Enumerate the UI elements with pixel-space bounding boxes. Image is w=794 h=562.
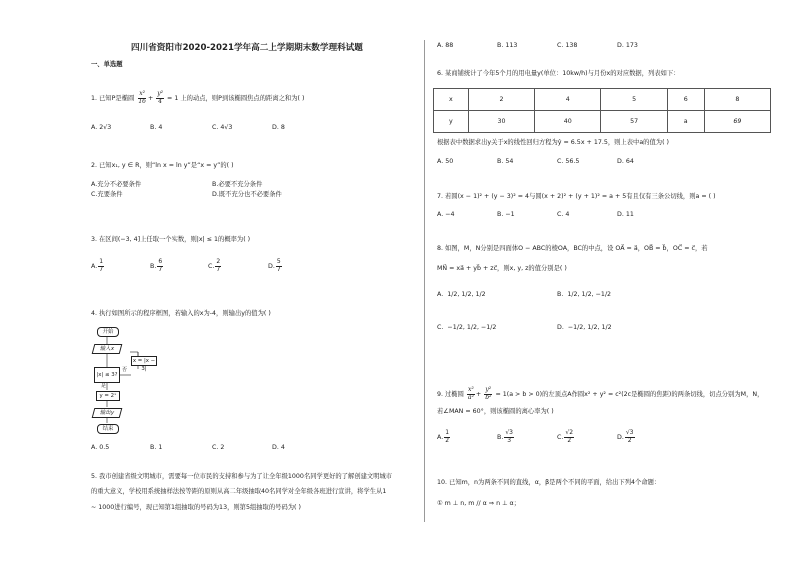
table-cell: 6 [667,89,704,111]
q1-fraction-y: $\frac{\text{y²}}{4}$ [157,90,164,105]
q9-option-d[interactable]: D. $\frac{√3}{2}$ [617,429,634,444]
question-6-line2: 根据表中数据求出y关于x的线性回归方程为ŷ = 6.5x + 17.5，则上表中a的值为( ) [437,139,669,146]
q1-option-b[interactable]: B. 4 [150,124,163,131]
q5-option-a[interactable]: A. 88 [437,42,454,49]
q7-option-d[interactable]: D. 11 [617,211,634,218]
table-cell: 30 [468,111,534,133]
table-cell: 40 [535,111,601,133]
page-title: 四川省资阳市2020-2021学年高二上学期期末数学理科试题 [131,43,363,53]
q1-option-c[interactable]: C. 4√3 [212,124,233,131]
question-9-line2: 若∠MAN = 60°，则该椭圆的离心率为( ) [437,408,554,415]
table-cell: 2 [468,89,534,111]
question-8-line2: MN⃗ = xa⃗ + yb⃗ + zc⃗，则x, y, z的值分别是( ) [437,265,567,272]
q8-option-a[interactable]: A. 1/2, 1/2, 1/2 [437,291,486,298]
q3-option-b[interactable]: B. $\frac{6}{7}$ [150,258,163,273]
q9-option-a[interactable]: A. $\frac{1}{2}$ [437,429,450,444]
flowchart-assign: x = |x − 3| [132,358,156,372]
q4-option-c[interactable]: C. 2 [212,444,225,451]
question-5-line3: ~ 1000进行编号，现已知第1组抽取的号码为13，则第5组抽取的号码为( ) [91,504,301,511]
table-row [434,111,771,133]
q6-option-c[interactable]: C. 56.5 [557,158,580,165]
q9-option-b[interactable]: B. $\frac{√3}{3}$ [497,429,513,444]
q7-option-a[interactable]: A. −4 [437,211,455,218]
q5-option-b[interactable]: B. 113 [497,42,518,49]
question-1-stem: 1. 已知P是椭圆 $\frac{\text{x²}}{16}$ + $\frac{\text{y²}}{4}$ = 1 上的动点，则P到该椭圆焦点的距离之和为( ) [91,90,305,105]
table-cell: 4 [535,89,601,111]
q6-option-b[interactable]: B. 54 [497,158,514,165]
question-4-stem: 4. 执行如图所示的程序框图，若输入的x为-4，则输出y的值为( ) [91,310,271,317]
q6-option-d[interactable]: D. 64 [617,158,634,165]
flowchart-input: 输入x [92,344,123,354]
table-cell: 8 [704,89,770,111]
q8-option-b[interactable]: B. 1/2, 1/2, −1/2 [557,291,612,298]
table-cell: y [434,111,469,133]
q2-option-c[interactable]: C.充要条件 [91,191,123,198]
q4-option-d[interactable]: D. 4 [272,444,285,451]
question-6-stem: 6. 某商铺统计了今年5个月的用电量y(单位：10kw/h)与月份x的对应数据，列表如下： [437,70,680,77]
question-8-line1: 8. 如图，M，N分别是四面体O − ABC的棱OA，BC的中点，设 OA⃗ = a⃗，OB⃗ = b⃗，OC⃗ = c⃗，若 [437,245,708,252]
table-cell: x [434,89,469,111]
q2-option-a[interactable]: A.充分不必要条件 [91,181,142,188]
q5-option-d[interactable]: D. 173 [617,42,638,49]
section-heading: 一、单选题 [91,61,123,68]
question-7-stem: 7. 若圆(x − 1)² + (y − 3)² = 4与圆(x + 2)² + (y + 1)² = a + 5有且仅有三条公切线，则a = ( ) [437,193,716,200]
q3-option-d[interactable]: D. $\frac{5}{7}$ [268,258,281,273]
q5-option-c[interactable]: C. 138 [557,42,578,49]
q6-option-a[interactable]: A. 50 [437,158,454,165]
question-3-stem: 3. 在区间(−3, 4]上任取一个实数，则|x| ≤ 1的概率为( ) [91,236,251,243]
question-5-line1: 5. 我市创建省级文明城市，需要每一位市民的支持和参与为了让全年级1000名同学更好的了解创建文明城市 [91,473,393,480]
q2-option-d[interactable]: D.既不充分也不必要条件 [212,191,282,198]
table-cell: 57 [601,111,667,133]
q4-option-a[interactable]: A. 0.5 [91,444,110,451]
q1-option-d[interactable]: D. 8 [272,124,285,131]
q8-option-c[interactable]: C. −1/2, 1/2, −1/2 [437,324,497,331]
flowchart-no-label: 否 [122,367,128,373]
table-cell: 5 [601,89,667,111]
table-cell: a [667,111,704,133]
flowchart-start: 开始 [97,327,119,337]
column-divider [424,40,425,522]
flowchart-end: 结束 [97,424,119,434]
q6-data-table [433,88,771,133]
flowchart-output: 输出y [92,408,123,418]
q7-option-c[interactable]: C. 4 [557,211,570,218]
flowchart-calc: y = 2ˣ [96,391,120,401]
q7-option-b[interactable]: B. −1 [497,211,515,218]
q8-option-d[interactable]: D. −1/2, 1/2, 1/2 [557,324,612,331]
q3-option-c[interactable]: C. $\frac{2}{7}$ [208,258,221,273]
flowchart-yes-label: 是 [101,383,107,389]
q1-option-a[interactable]: A. 2√3 [91,124,112,131]
question-5-line2: 的重大意义，学校用系统抽样法按等距的原则从高二年级抽取40名同学对全年级各班进行宣讲，将学生从1 [91,488,387,495]
question-10-item-1: ① m ⊥ n, m // α ⇒ n ⊥ α； [437,500,521,507]
table-cell: 69 [704,111,770,133]
q4-option-b[interactable]: B. 1 [150,444,163,451]
q9-fraction-y: $\frac{\text{y²}}{\text{b²}}$ [485,386,492,401]
question-2-stem: 2. 已知x₁, y ∈ R，则“ln x = ln y”是“x = y”的( ) [91,162,234,169]
question-10-stem: 10. 已知m，n为两条不同的直线，α，β是两个不同的平面，给出下列4个命题： [437,479,661,486]
q3-option-a[interactable]: A. $\frac{1}{7}$ [91,258,104,273]
flowchart-condition: |x| ≤ 3? [94,367,120,383]
q1-fraction-x: $\frac{\text{x²}}{16}$ [138,90,146,105]
q2-option-b[interactable]: B.必要不充分条件 [212,181,263,188]
q9-option-c[interactable]: C. $\frac{√2}{2}$ [557,429,574,444]
question-9-stem: 9. 过椭圆 $\frac{\text{x²}}{\text{a²}}$ + $\frac{\text{y²}}{\text{b²}}$ = 1(a > b > 0)的左顶点A作圆x² + y² = c²(2c是椭圆的焦距)的两条切线，切点分别为M，N， [437,386,764,401]
q9-fraction-x: $\frac{\text{x²}}{\text{a²}}$ [467,386,474,401]
table-row [434,89,771,111]
